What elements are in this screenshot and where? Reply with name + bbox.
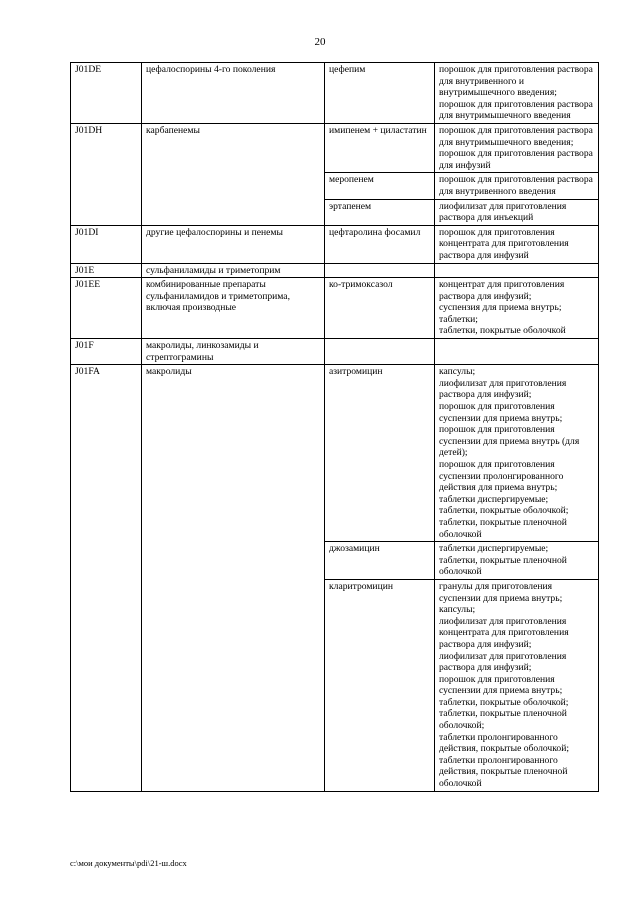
- drug-cell: меропенем: [325, 173, 435, 199]
- dosage-form-line: капсулы;: [439, 366, 476, 378]
- dosage-form-line: порошок для приготовления раствора для внутривенного и внутримышечного введения;: [439, 64, 593, 99]
- atc-code-cell: J01DI: [71, 225, 142, 263]
- dosage-form-line: суспензия для приема внутрь;: [439, 302, 562, 314]
- dosage-form-cell: [435, 542, 599, 580]
- dosage-form-line: таблетки, покрытые пленочной оболочкой: [439, 516, 567, 540]
- dosage-form-cell: [435, 225, 599, 263]
- dosage-form-line: таблетки диспергируемые;: [439, 493, 549, 505]
- dosage-form-line: таблетки, покрытые пленочной оболочкой;: [439, 708, 567, 732]
- dosage-form-line: капсулы;: [439, 604, 476, 616]
- dosage-form-line: таблетки пролонгированного действия, покрытые пленочной оболочкой: [439, 754, 568, 790]
- atc-code-cell: J01EE: [71, 278, 142, 339]
- drug-cell: джозамицин: [325, 542, 435, 580]
- group-cell: макролиды, линкозамиды и стрептограмины: [142, 339, 325, 365]
- dosage-form-cell: [435, 63, 599, 124]
- dosage-form-line: порошок для приготовления раствора для внутримышечного введения: [439, 98, 593, 122]
- dosage-form-line: порошок для приготовления раствора для внутримышечного введения;: [439, 124, 593, 148]
- dosage-form-line: порошок для приготовления раствора для внутривенного введения: [439, 174, 593, 197]
- dosage-form-line: лиофилизат для приготовления раствора для инфузий;: [439, 377, 567, 401]
- dosage-form-cell: [435, 365, 599, 542]
- footer-file-path: c:\мои документы\pdi\21-ш.docx: [70, 858, 187, 868]
- group-cell: карбапенемы: [142, 123, 325, 225]
- page-number: 20: [314, 36, 326, 48]
- dosage-form-line: концентрат для приготовления раствора для инфузий;: [439, 279, 565, 302]
- group-cell: цефалоспорины 4-го поколения: [142, 63, 325, 124]
- group-cell: сульфаниламиды и триметоприм: [142, 263, 325, 278]
- dosage-form-line: таблетки, покрытые оболочкой;: [439, 505, 569, 517]
- dosage-form-line: лиофилизат для приготовления раствора для инъекций: [439, 200, 567, 224]
- drug-cell: ко-тримоксазол: [325, 278, 435, 339]
- dosage-form-line: лиофилизат для приготовления концентрата для приготовления раствора для инфузий;: [439, 615, 569, 650]
- atc-code-cell: J01DE: [71, 63, 142, 124]
- dosage-form-cell: [435, 199, 599, 225]
- table-row: [71, 278, 599, 339]
- drug-cell: цефтаролина фосамил: [325, 225, 435, 263]
- drug-cell: цефепим: [325, 63, 435, 124]
- drug-cell: кларитромицин: [325, 579, 435, 791]
- dosage-form-line: порошок для приготовления суспензии для приема внутрь (для детей);: [439, 424, 580, 459]
- dosage-form-cell: [435, 263, 599, 278]
- drug-table: [70, 62, 599, 792]
- dosage-form-cell: [435, 278, 599, 339]
- atc-code-cell: J01DH: [71, 123, 142, 225]
- dosage-form-line: таблетки пролонгированного действия, покрытые оболочкой;: [439, 731, 570, 755]
- table-row: [71, 263, 599, 278]
- table-row: [71, 339, 599, 365]
- drug-cell: [325, 339, 435, 365]
- drug-cell: эртапенем: [325, 199, 435, 225]
- dosage-form-line: лиофилизат для приготовления раствора для инфузий;: [439, 650, 567, 674]
- drug-cell: [325, 263, 435, 278]
- atc-code-cell: J01F: [71, 339, 142, 365]
- table-row: [71, 123, 599, 172]
- dosage-form-line: порошок для приготовления суспензии пролонгированного действия для приема внутрь;: [439, 459, 564, 494]
- dosage-form-line: гранулы для приготовления суспензии для приема внутрь;: [439, 580, 563, 604]
- dosage-form-line: таблетки диспергируемые;: [439, 543, 549, 555]
- group-cell: макролиды: [142, 365, 325, 791]
- dosage-form-cell: [435, 173, 599, 199]
- table-row: [71, 225, 599, 263]
- table-row: [71, 365, 599, 542]
- dosage-form-line: порошок для приготовления суспензии для приема внутрь;: [439, 673, 563, 697]
- group-cell: комбинированные препараты сульфаниламидов и триметоприма, включая производные: [142, 278, 325, 339]
- dosage-form-line: таблетки, покрытые оболочкой;: [439, 696, 569, 708]
- dosage-form-cell: [435, 339, 599, 365]
- dosage-form-line: таблетки, покрытые оболочкой: [439, 325, 566, 337]
- table-row: [71, 63, 599, 124]
- atc-code-cell: J01FA: [71, 365, 142, 791]
- dosage-form-cell: [435, 579, 599, 791]
- dosage-form-cell: [435, 123, 599, 172]
- dosage-form-line: порошок для приготовления суспензии для приема внутрь;: [439, 401, 563, 424]
- dosage-form-line: порошок для приготовления концентрата для приготовления раствора для инфузий: [439, 226, 569, 261]
- group-cell: другие цефалоспорины и пенемы: [142, 225, 325, 263]
- dosage-form-line: таблетки, покрытые пленочной оболочкой: [439, 554, 567, 578]
- dosage-form-line: таблетки;: [439, 313, 478, 325]
- drug-cell: азитромицин: [325, 365, 435, 542]
- atc-code-cell: J01E: [71, 263, 142, 278]
- drug-cell: имипенем + циластатин: [325, 123, 435, 172]
- dosage-form-line: порошок для приготовления раствора для инфузий: [439, 148, 593, 171]
